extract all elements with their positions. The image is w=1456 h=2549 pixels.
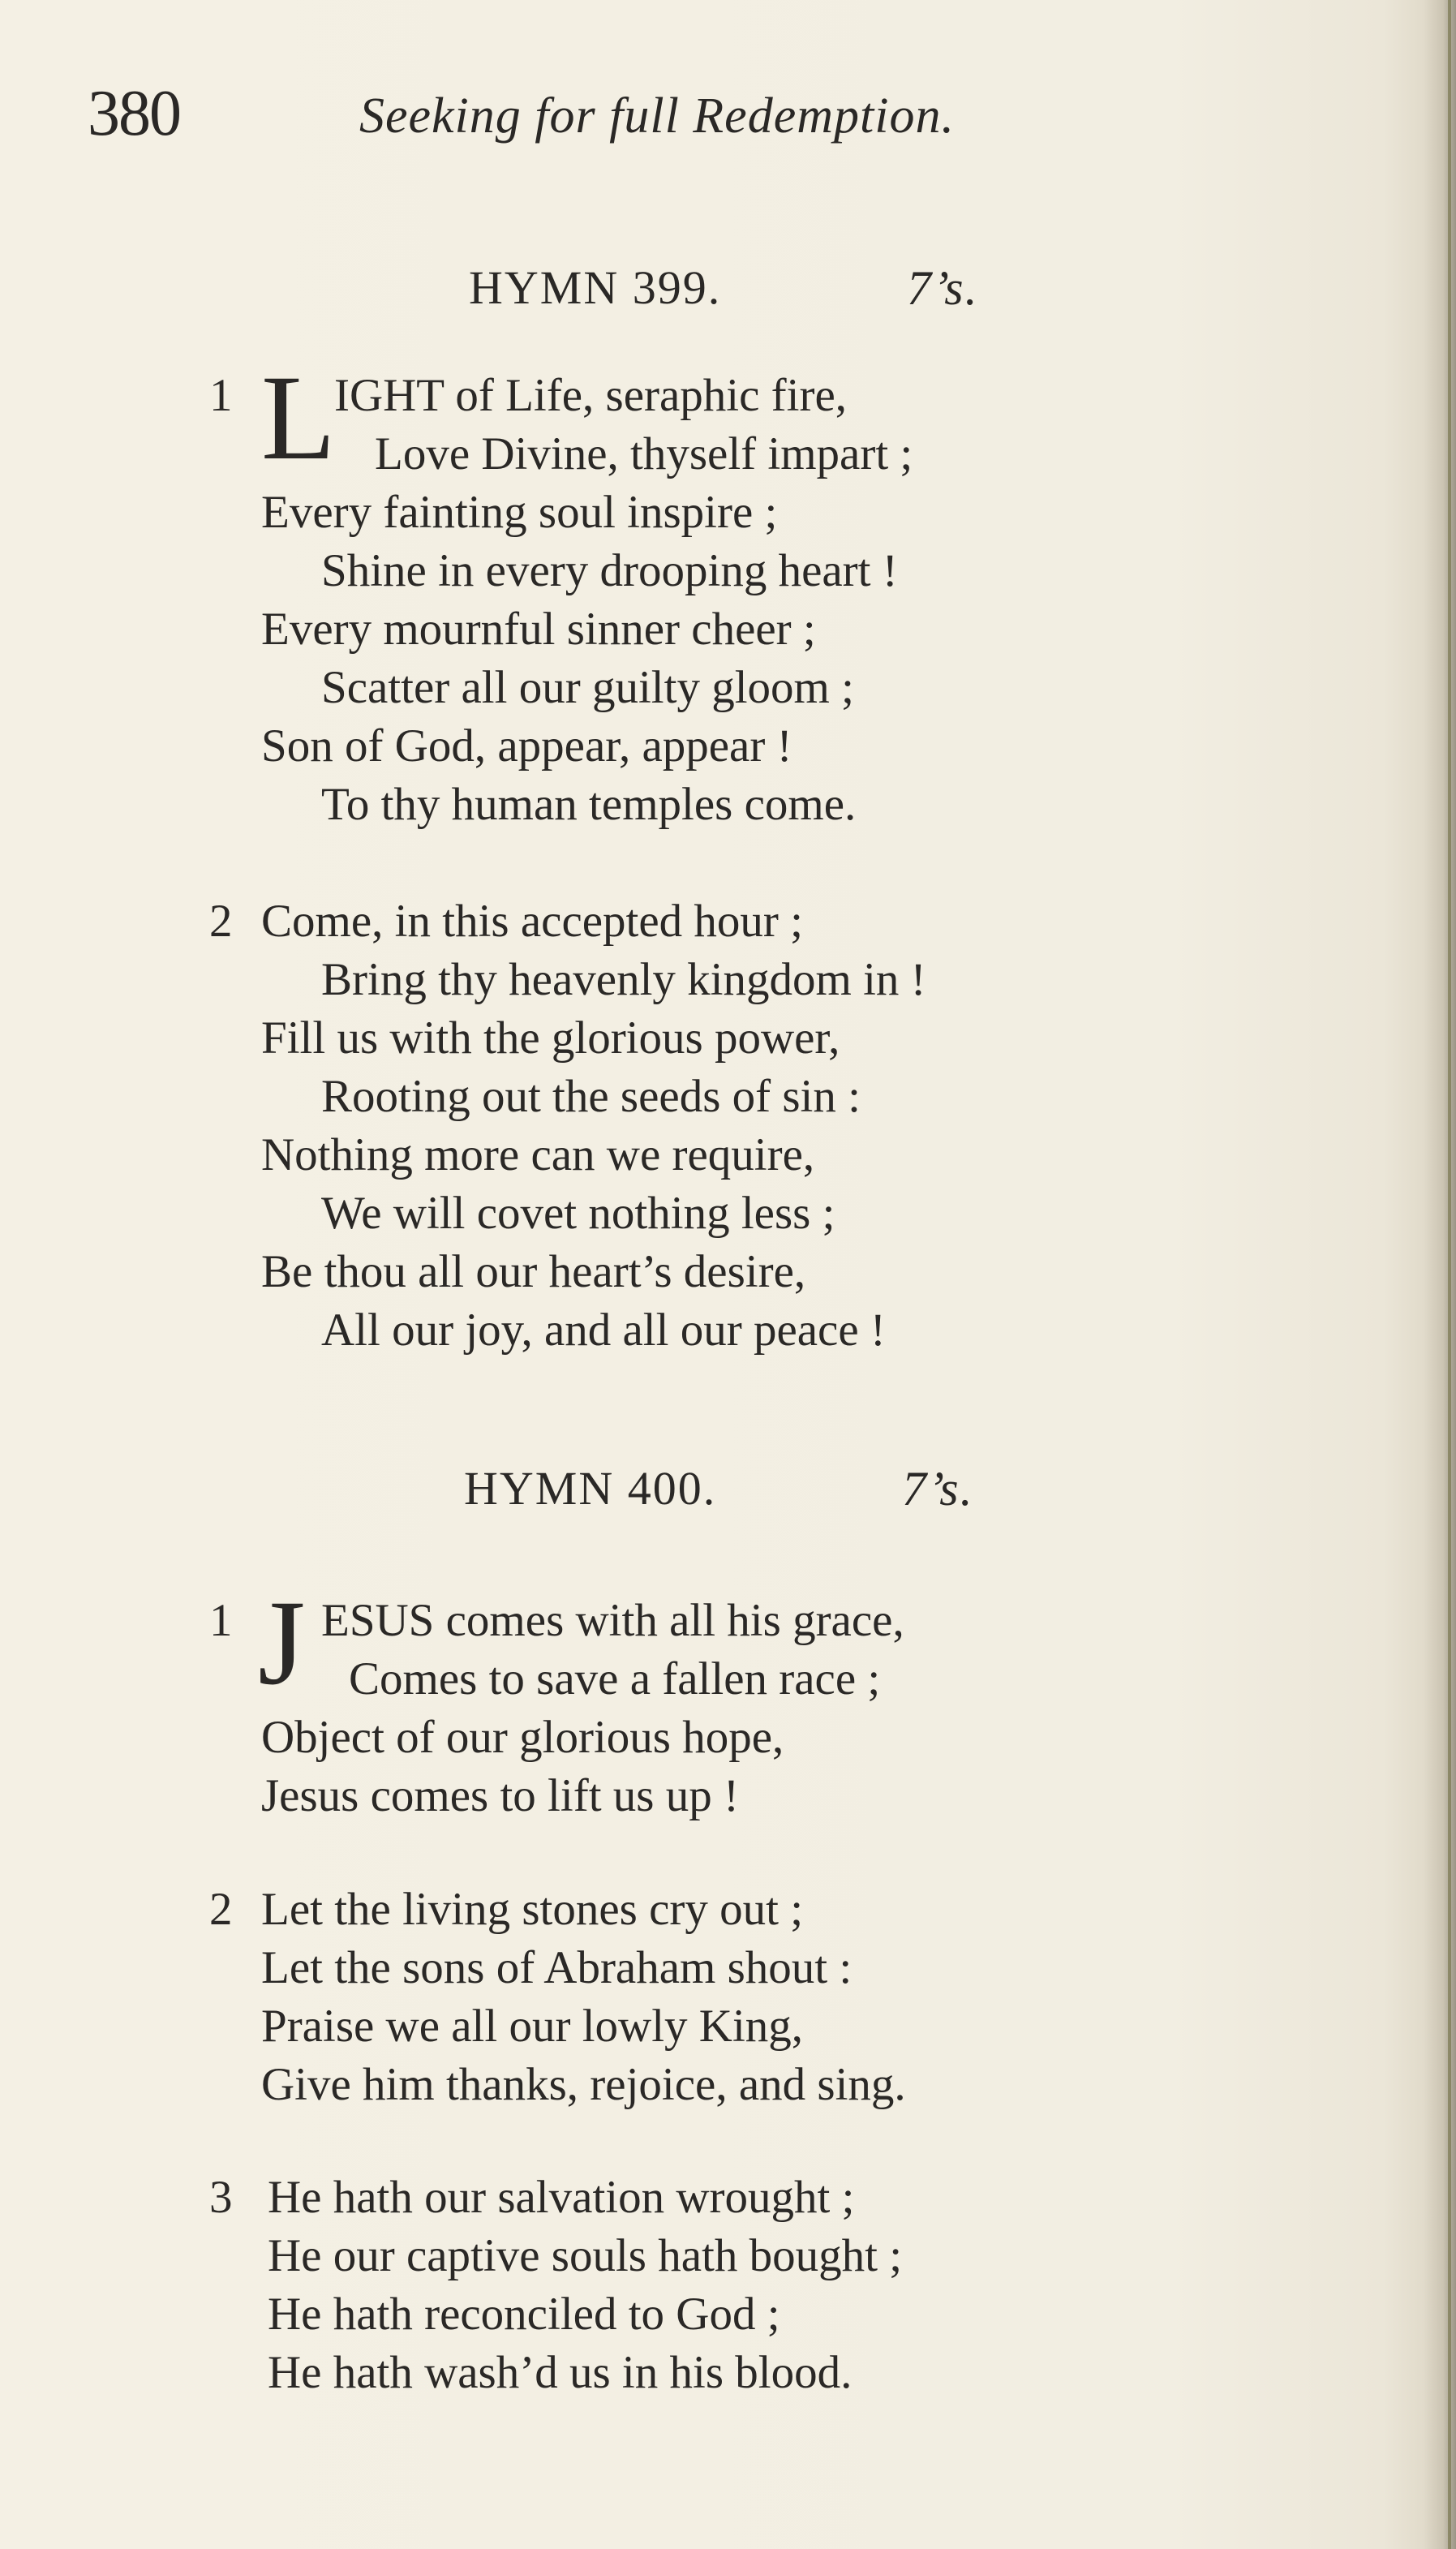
verse-line: Be thou all our heart’s desire, [261,1246,806,1297]
verse-line: Give him thanks, rejoice, and sing. [261,2059,906,2110]
verse-line: He our captive souls hath bought ; [268,2230,903,2281]
verse-line: Comes to save a fallen race ; [349,1653,881,1704]
verse-line: He hath wash’d us in his blood. [268,2347,853,2398]
verse-line: Fill us with the glorious power, [261,1012,840,1064]
running-head: Seeking for full Redemption. [359,88,955,144]
verse-line: Love Divine, thyself impart ; [375,428,913,479]
hymn-number: HYMN 400. [464,1462,717,1515]
verse-line: Shine in every drooping heart ! [321,545,898,596]
verse-line: Son of God, appear, appear ! [261,720,792,772]
hymn-meter: 7’s. [907,261,979,315]
stanza-number: 2 [209,896,233,947]
verse-line: Jesus comes to lift us up ! [261,1770,739,1821]
verse-line: Let the sons of Abraham shout : [261,1942,853,1993]
verse-line: Come, in this accepted hour ; [261,896,803,947]
hymn-meter: 7’s. [902,1462,974,1515]
stanza-number: 1 [209,1595,233,1646]
stanza-number: 3 [209,2172,233,2223]
verse-line: Rooting out the seeds of sin : [321,1071,861,1122]
verse-line: Nothing more can we require, [261,1129,815,1180]
drop-cap: L [261,350,336,485]
verse-line: Let the living stones cry out ; [261,1884,804,1935]
hymn-number: HYMN 399. [469,261,722,314]
verse-line: He hath our salvation wrought ; [268,2172,855,2223]
page-edge-binding [1448,0,1451,2549]
verse-line: Every fainting soul inspire ; [261,487,778,538]
verse-line: Praise we all our lowly King, [261,2001,804,2052]
verse-line: We will covet nothing less ; [321,1188,835,1239]
hymn-title [464,1460,974,1517]
verse-line: Object of our glorious hope, [261,1712,784,1763]
verse-line: Every mournful sinner cheer ; [261,604,816,655]
page-number: 380 [88,78,180,149]
verse-line: ESUS comes with all his grace, [321,1595,904,1646]
hymn-title [469,260,979,316]
verse-line: He hath reconciled to God ; [268,2289,780,2340]
stanza-number: 1 [209,370,233,421]
verse-line: All our joy, and all our peace ! [321,1305,886,1356]
page-header [88,77,1142,150]
stanza-number: 2 [209,1884,233,1935]
verse-line: Scatter all our guilty gloom ; [321,662,854,713]
verse-line: Bring thy heavenly kingdom in ! [321,954,926,1005]
drop-cap: J [258,1575,306,1710]
verse-line: To thy human temples come. [321,779,857,830]
page-edge-shadow [1424,0,1456,2549]
verse-line: IGHT of Life, seraphic fire, [334,370,848,421]
